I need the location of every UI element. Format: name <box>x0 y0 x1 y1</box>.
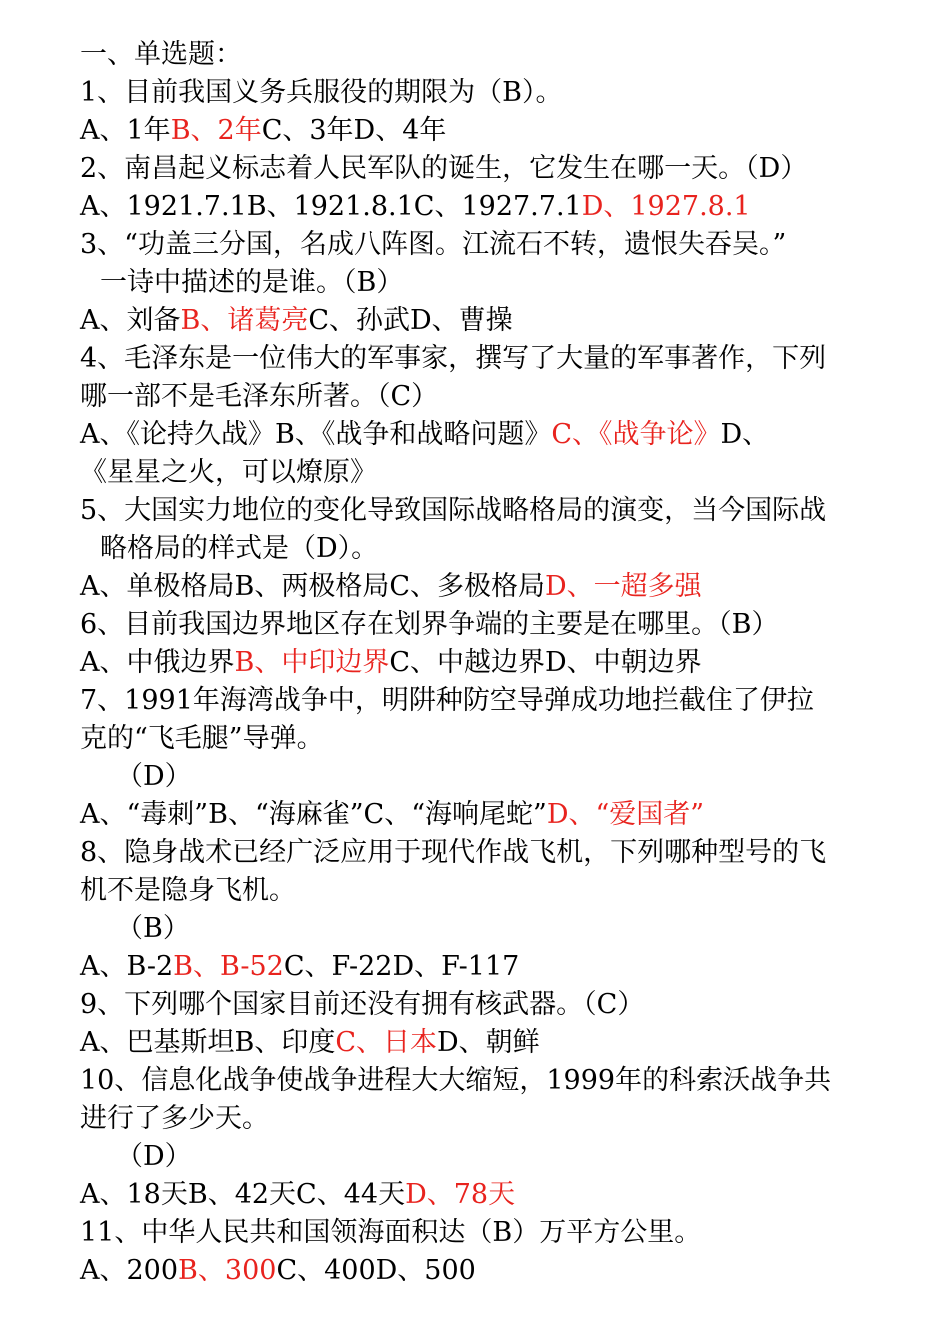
document-body <box>80 36 880 1290</box>
question-4-stem-cont: 哪一部不是毛泽东所著。（C） <box>80 381 439 412</box>
answer-option: B、诸葛亮 <box>180 305 309 336</box>
question-4-stem: 4、毛泽东是一位伟大的军事家，撰写了大量的军事著作，下列 <box>80 343 827 374</box>
answer-option: B、2年 <box>170 115 262 146</box>
answer-option: B、300 <box>178 1255 277 1286</box>
question-5-stem: 5、大国实力地位的变化导致国际战略格局的演变，当今国际战 <box>80 495 827 526</box>
option-text: A、《论持久战》B、《战争和战略问题》 <box>80 419 552 450</box>
question-10-answer-mark: （D） <box>116 1141 192 1172</box>
question-2-stem: 2、南昌起义标志着人民军队的诞生，它发生在哪一天。（D） <box>80 153 808 184</box>
question-6-options <box>80 644 880 682</box>
option-text: C、孙武D、曹操 <box>308 305 513 336</box>
option-text: A、“毒刺”B、“海麻雀”C、“海响尾蛇” <box>80 799 547 830</box>
option-text: A、B-2 <box>80 951 174 982</box>
question-1-stem: 1、目前我国义务兵服役的期限为（B）。 <box>80 77 563 108</box>
question-10-stem-cont: 进行了多少天。 <box>80 1103 269 1134</box>
option-text: D、朝鲜 <box>437 1027 540 1058</box>
answer-option: C、日本 <box>335 1027 438 1058</box>
question-8-stem-cont: 机不是隐身飞机。 <box>80 875 296 906</box>
option-text: A、1921.7.1B、1921.8.1C、1927.7.1 <box>80 191 582 222</box>
answer-option: D、“爱国者” <box>546 799 705 830</box>
answer-option: D、1927.8.1 <box>581 191 751 222</box>
question-4-options <box>80 416 880 454</box>
question-10-stem: 10、信息化战争使战争进程大大缩短，1999年的科索沃战争共 <box>80 1065 832 1096</box>
question-2-options <box>80 188 880 226</box>
option-text: A、中俄边界 <box>80 647 235 678</box>
question-6-stem: 6、目前我国边界地区存在划界争端的主要是在哪里。（B） <box>80 609 779 640</box>
option-text: C、中越边界D、中朝边界 <box>389 647 702 678</box>
question-7-stem-cont: 克的“飞毛腿”导弹。 <box>80 723 324 754</box>
section-heading: 一、单选题： <box>80 39 242 70</box>
answer-option: B、中印边界 <box>234 647 390 678</box>
answer-option: D、78天 <box>405 1179 516 1210</box>
question-7-stem: 7、1991年海湾战争中，明阱种防空导弹成功地拦截住了伊拉 <box>80 685 814 716</box>
option-text: A、巴基斯坦B、印度 <box>80 1027 336 1058</box>
question-3-stem: 3、“功盖三分国，名成八阵图。江流石不转，遗恨失吞吴。” <box>80 229 787 260</box>
question-8-options <box>80 948 880 986</box>
option-text: A、单极格局B、两极格局C、多极格局 <box>80 571 545 602</box>
question-10-options <box>80 1176 880 1214</box>
option-text: C、400D、500 <box>276 1255 476 1286</box>
question-11-options <box>80 1252 880 1290</box>
option-text: A、18天B、42天C、44天 <box>80 1179 406 1210</box>
question-8-answer-mark: （B） <box>116 913 190 944</box>
question-8-stem: 8、隐身战术已经广泛应用于现代作战飞机，下列哪种型号的飞 <box>80 837 827 868</box>
answer-option: B、B-52 <box>173 951 284 982</box>
question-9-stem: 9、下列哪个国家目前还没有拥有核武器。（C） <box>80 989 645 1020</box>
option-text: A、1年 <box>80 115 171 146</box>
question-3-stem-cont: 一诗中描述的是谁。（B） <box>100 267 404 298</box>
answer-option: D、一超多强 <box>545 571 702 602</box>
question-4-options-cont: 《星星之火，可以燎原》 <box>80 457 377 488</box>
option-text: C、F-22D、F-117 <box>283 951 520 982</box>
question-3-options <box>80 302 880 340</box>
option-text: D、 <box>720 419 770 450</box>
answer-option: C、《战争论》 <box>551 419 721 450</box>
question-1-options <box>80 112 880 150</box>
option-text: C、3年D、4年 <box>261 115 447 146</box>
question-7-answer-mark: （D） <box>116 761 192 792</box>
option-text: A、刘备 <box>80 305 181 336</box>
question-11-stem: 11、中华人民共和国领海面积达（B）万平方公里。 <box>80 1217 702 1248</box>
question-7-options <box>80 796 880 834</box>
question-5-stem-cont: 略格局的样式是（D）。 <box>100 533 379 564</box>
question-9-options <box>80 1024 880 1062</box>
option-text: A、200 <box>80 1255 179 1286</box>
question-5-options <box>80 568 880 606</box>
